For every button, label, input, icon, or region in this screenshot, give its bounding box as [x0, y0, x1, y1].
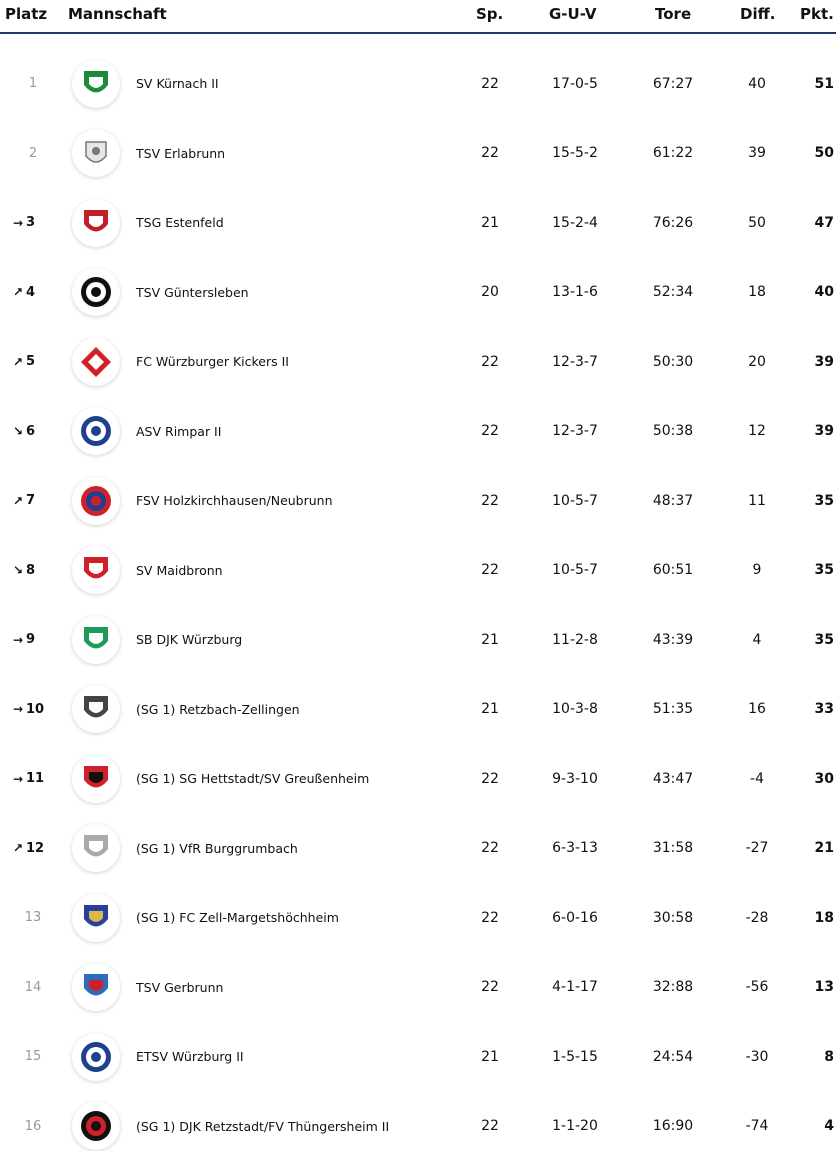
- black-red-circle-logo: [79, 1109, 113, 1143]
- team-logo[interactable]: [72, 199, 120, 247]
- blue-red-shield-logo: [79, 970, 113, 1004]
- rank-value: 4: [26, 284, 36, 300]
- team-logo[interactable]: [72, 477, 120, 525]
- goals: 24:54: [652, 1048, 694, 1065]
- trend-up-icon: ↗: [12, 493, 24, 508]
- rank-value: 14: [24, 979, 42, 995]
- rank-cell: [0, 188, 60, 258]
- points: 21: [814, 840, 834, 857]
- team-logo-cell: [71, 258, 121, 328]
- trend-down-icon: ↘: [12, 424, 24, 439]
- goal-difference: -56: [745, 979, 769, 996]
- table-row-15[interactable]: [0, 1022, 836, 1092]
- goals: 31:58: [652, 840, 694, 857]
- goals: 16:90: [652, 1118, 694, 1135]
- team-logo[interactable]: [72, 129, 120, 177]
- team-logo[interactable]: [72, 60, 120, 108]
- rank-cell: [0, 1022, 66, 1092]
- team-name[interactable]: (SG 1) FC Zell-Margetshöchheim: [136, 910, 339, 926]
- goal-difference: 11: [748, 492, 766, 509]
- rank-value: 16: [24, 1118, 42, 1134]
- team-logo[interactable]: [72, 824, 120, 872]
- team-name[interactable]: (SG 1) SG Hettstadt/SV Greußenheim: [136, 771, 370, 787]
- points: 33: [814, 701, 834, 718]
- rank-cell: [0, 536, 60, 606]
- team-logo[interactable]: [72, 1033, 120, 1081]
- games-played: 20: [481, 284, 499, 301]
- green-shield-logo: [79, 67, 113, 101]
- points: 50: [814, 145, 834, 162]
- rank-cell: [0, 814, 60, 884]
- rank-value: 12: [26, 840, 45, 856]
- rank-value: 7: [26, 493, 36, 509]
- goals: 50:38: [652, 423, 694, 440]
- trend-same-icon: →: [12, 632, 24, 647]
- table-row-14[interactable]: [0, 953, 836, 1023]
- games-played: 22: [481, 145, 499, 162]
- team-name[interactable]: TSV Güntersleben: [136, 284, 249, 300]
- games-played: 22: [481, 909, 499, 926]
- red-shield-logo: [79, 206, 113, 240]
- points: 47: [814, 214, 834, 231]
- red-blue-circle-logo: [79, 484, 113, 518]
- grey-crest-logo: [79, 136, 113, 170]
- games-played: 22: [481, 770, 499, 787]
- rank-cell: [0, 466, 60, 536]
- team-logo-cell: [71, 1092, 121, 1151]
- win-draw-loss: 6-0-16: [552, 909, 598, 926]
- rank-value: 3: [26, 215, 36, 231]
- goal-difference: 40: [748, 75, 766, 92]
- rank-value: 15: [24, 1049, 42, 1065]
- win-draw-loss: 9-3-10: [552, 770, 598, 787]
- win-draw-loss: 10-3-8: [552, 701, 598, 718]
- win-draw-loss: 17-0-5: [552, 75, 598, 92]
- team-logo[interactable]: [72, 963, 120, 1011]
- points: 13: [814, 979, 834, 996]
- team-logo[interactable]: [72, 616, 120, 664]
- team-logo-cell: [71, 814, 121, 884]
- table-row-9[interactable]: [0, 605, 836, 675]
- team-logo-cell: [71, 953, 121, 1023]
- rank-cell: [0, 49, 66, 119]
- games-played: 22: [481, 423, 499, 440]
- red-diamond-logo: [79, 345, 113, 379]
- win-draw-loss: 15-5-2: [552, 145, 598, 162]
- team-name[interactable]: TSV Gerbrunn: [136, 979, 224, 995]
- points: 35: [814, 631, 834, 648]
- points: 35: [814, 562, 834, 579]
- team-name[interactable]: TSV Erlabrunn: [136, 145, 226, 161]
- blue-eagle-logo: [79, 1040, 113, 1074]
- goal-difference: 50: [748, 214, 766, 231]
- rank-value: 13: [24, 910, 42, 926]
- table-row-8[interactable]: [0, 536, 836, 606]
- win-draw-loss: 15-2-4: [552, 214, 598, 231]
- rank-cell: [0, 953, 66, 1023]
- trend-same-icon: →: [12, 215, 24, 230]
- table-row-12[interactable]: [0, 814, 836, 884]
- team-name[interactable]: SB DJK Würzburg: [136, 632, 243, 648]
- rank-value: 10: [26, 701, 45, 717]
- rank-cell: [0, 675, 60, 745]
- header-diff[interactable]: Diff.: [740, 5, 776, 23]
- rank-value: 1: [28, 76, 38, 92]
- points: 39: [814, 423, 834, 440]
- team-logo[interactable]: [72, 268, 120, 316]
- team-logo[interactable]: [72, 546, 120, 594]
- goal-difference: 18: [748, 284, 766, 301]
- team-logo[interactable]: [72, 894, 120, 942]
- goal-difference: 12: [748, 423, 766, 440]
- trend-down-icon: ↘: [12, 563, 24, 578]
- green-shield-logo: [79, 623, 113, 657]
- rank-cell: [0, 883, 66, 953]
- header-tore[interactable]: Tore: [655, 5, 692, 23]
- trend-up-icon: ↗: [12, 285, 24, 300]
- rank-value: 2: [28, 145, 38, 161]
- games-played: 21: [481, 214, 499, 231]
- header-mannschaft[interactable]: Mannschaft: [68, 5, 167, 23]
- black-circle-logo: [79, 275, 113, 309]
- games-played: 22: [481, 979, 499, 996]
- table-row-3[interactable]: [0, 188, 836, 258]
- team-logo[interactable]: [72, 685, 120, 733]
- goal-difference: -27: [745, 840, 769, 857]
- rank-value: 9: [26, 632, 36, 648]
- team-name[interactable]: ASV Rimpar II: [136, 423, 222, 439]
- rank-cell: [0, 119, 66, 189]
- goals: 52:34: [652, 284, 694, 301]
- team-name[interactable]: ETSV Würzburg II: [136, 1049, 244, 1065]
- goal-difference: 4: [752, 631, 762, 648]
- team-logo-cell: [71, 188, 121, 258]
- red-black-shield-logo: [79, 762, 113, 796]
- win-draw-loss: 13-1-6: [552, 284, 598, 301]
- points: 4: [824, 1118, 834, 1135]
- table-row-13[interactable]: [0, 883, 836, 953]
- rank-cell: [0, 258, 60, 328]
- goal-difference: 39: [748, 145, 766, 162]
- win-draw-loss: 12-3-7: [552, 353, 598, 370]
- table-row-6[interactable]: [0, 397, 836, 467]
- table-row-5[interactable]: [0, 327, 836, 397]
- team-logo-cell: [71, 605, 121, 675]
- table-row-16[interactable]: [0, 1092, 836, 1151]
- header-sp[interactable]: Sp.: [476, 5, 504, 23]
- team-logo-cell: [71, 397, 121, 467]
- win-draw-loss: 10-5-7: [552, 562, 598, 579]
- games-played: 21: [481, 701, 499, 718]
- rank-cell: [0, 1092, 66, 1151]
- rank-cell: [0, 327, 60, 397]
- team-name[interactable]: (SG 1) VfR Burggrumbach: [136, 840, 298, 856]
- games-played: 21: [481, 1048, 499, 1065]
- header-pkt[interactable]: Pkt.: [800, 5, 834, 23]
- team-logo-cell: [71, 119, 121, 189]
- games-played: 22: [481, 562, 499, 579]
- team-name[interactable]: TSG Estenfeld: [136, 215, 224, 231]
- points: 39: [814, 353, 834, 370]
- table-row-10[interactable]: [0, 675, 836, 745]
- goal-difference: -74: [745, 1118, 769, 1135]
- points: 51: [814, 75, 834, 92]
- team-name[interactable]: SV Maidbronn: [136, 562, 223, 578]
- team-logo[interactable]: [72, 407, 120, 455]
- team-name[interactable]: SV Kürnach II: [136, 76, 219, 92]
- win-draw-loss: 10-5-7: [552, 492, 598, 509]
- rank-value: 11: [26, 771, 45, 787]
- team-logo-cell: [71, 1022, 121, 1092]
- games-played: 22: [481, 353, 499, 370]
- team-name[interactable]: FSV Holzkirchhausen/Neubrunn: [136, 493, 333, 509]
- goals: 67:27: [652, 75, 694, 92]
- table-row-2[interactable]: [0, 119, 836, 189]
- win-draw-loss: 4-1-17: [552, 979, 598, 996]
- goal-difference: 9: [752, 562, 762, 579]
- rank-value: 6: [26, 423, 36, 439]
- team-logo[interactable]: [72, 338, 120, 386]
- team-logo-cell: [71, 327, 121, 397]
- table-header: [0, 0, 836, 34]
- goal-difference: 20: [748, 353, 766, 370]
- goals: 43:39: [652, 631, 694, 648]
- grey-shield-logo: [79, 831, 113, 865]
- standings-table: [0, 49, 836, 1151]
- goal-difference: -4: [750, 770, 764, 787]
- points: 8: [824, 1048, 834, 1065]
- games-played: 22: [481, 1118, 499, 1135]
- blue-gold-shield-logo: [79, 901, 113, 935]
- goals: 60:51: [652, 562, 694, 579]
- trend-same-icon: →: [12, 771, 24, 786]
- goal-difference: 16: [748, 701, 766, 718]
- team-logo-cell: [71, 536, 121, 606]
- goals: 76:26: [652, 214, 694, 231]
- goals: 30:58: [652, 909, 694, 926]
- trend-up-icon: ↗: [12, 841, 24, 856]
- goals: 50:30: [652, 353, 694, 370]
- win-draw-loss: 1-1-20: [552, 1118, 598, 1135]
- red-shield-logo: [79, 553, 113, 587]
- team-name[interactable]: FC Würzburger Kickers II: [136, 354, 289, 370]
- grey-shield-logo: [79, 692, 113, 726]
- goals: 61:22: [652, 145, 694, 162]
- team-logo-cell: [71, 675, 121, 745]
- goals: 51:35: [652, 701, 694, 718]
- trend-up-icon: ↗: [12, 354, 24, 369]
- goals: 48:37: [652, 492, 694, 509]
- table-row-7[interactable]: [0, 466, 836, 536]
- goal-difference: -30: [745, 1048, 769, 1065]
- games-played: 21: [481, 631, 499, 648]
- points: 30: [814, 770, 834, 787]
- rank-cell: [0, 397, 60, 467]
- rank-cell: [0, 744, 60, 814]
- goals: 43:47: [652, 770, 694, 787]
- rank-value: 8: [26, 562, 36, 578]
- table-row-11[interactable]: [0, 744, 836, 814]
- team-logo[interactable]: [72, 1102, 120, 1150]
- win-draw-loss: 12-3-7: [552, 423, 598, 440]
- points: 35: [814, 492, 834, 509]
- team-logo-cell: [71, 883, 121, 953]
- table-row-4[interactable]: [0, 258, 836, 328]
- team-logo-cell: [71, 466, 121, 536]
- team-name[interactable]: (SG 1) Retzbach-Zellingen: [136, 701, 300, 717]
- trend-same-icon: →: [12, 702, 24, 717]
- header-platz[interactable]: Platz: [5, 5, 48, 23]
- header-guv[interactable]: G-U-V: [549, 5, 597, 23]
- team-logo-cell: [71, 744, 121, 814]
- games-played: 22: [481, 75, 499, 92]
- team-logo[interactable]: [72, 755, 120, 803]
- win-draw-loss: 1-5-15: [552, 1048, 598, 1065]
- games-played: 22: [481, 840, 499, 857]
- rank-cell: [0, 605, 60, 675]
- blue-circle-logo: [79, 414, 113, 448]
- rank-value: 5: [26, 354, 36, 370]
- team-logo-cell: [71, 49, 121, 119]
- goals: 32:88: [652, 979, 694, 996]
- games-played: 22: [481, 492, 499, 509]
- points: 40: [814, 284, 834, 301]
- team-name[interactable]: (SG 1) DJK Retzstadt/FV Thüngersheim II: [136, 1118, 390, 1134]
- points: 18: [814, 909, 834, 926]
- win-draw-loss: 6-3-13: [552, 840, 598, 857]
- win-draw-loss: 11-2-8: [552, 631, 598, 648]
- table-row-1[interactable]: [0, 49, 836, 119]
- goal-difference: -28: [745, 909, 769, 926]
